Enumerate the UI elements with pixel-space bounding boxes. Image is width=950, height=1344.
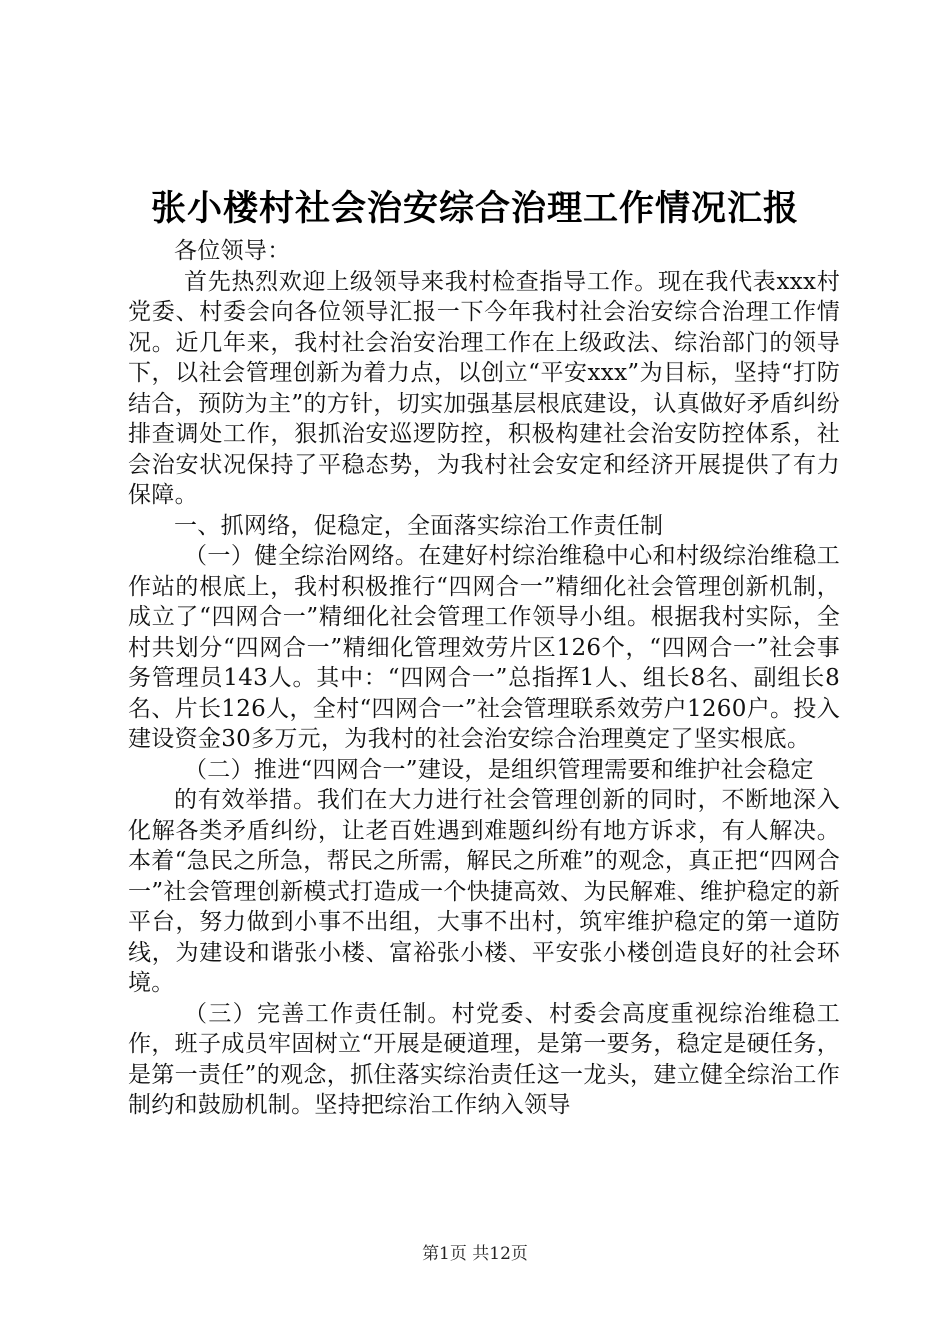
intro-paragraph: 首先热烈欢迎上级领导来我村检查指导工作。现在我代表xxx村党委、村委会向各位领导汇报一下今年我村社会治安综合治理工作情况。近几年来，我村社会治安治理工作在上级政法、综治部门的领导下，以社会管理创新为着力点，以创立“平安xxx”为目标，坚持“打防结合，预防为主”的方针，切实加强基层根底建设，认真做好矛盾纠纷排查调处工作，狠抓治安巡逻防控，积极构建社会治安防控体系，社会治安状况保持了平稳态势，为我村社会安定和经济开展提供了有力保障。 <box>128 268 840 508</box>
salutation-paragraph: 各位领导： <box>174 238 291 264</box>
subsection-paragraph-1: （一）健全综治网络。在建好村综治维稳中心和村级综治维稳工作站的根底上，我村积极推行“四网合一”精细化社会管理创新机制，成立了“四网合一”精细化社会管理工作领导小组。根据我村实际，全村共划分“四网合一”精细化管理效劳片区126个，“四网合一”社会事务管理员143人。其中：“四网合一”总指挥1人、组长8名、副组长8名、片长126人，全村“四网合一”社会管理联系效劳户1260户。投入建设资金30多万元，为我村的社会治安综合治理奠定了坚实根底。 <box>128 543 840 752</box>
subsection-paragraph-2: （二）推进“四网合一”建设，是组织管理需要和维护社会稳定 <box>184 756 814 783</box>
continuation-paragraph: 的有效举措。我们在大力进行社会管理创新的同时，不断地深入化解各类矛盾纠纷，让老百姓遇到难题纠纷有地方诉求，有人解决。本着“急民之所急，帮民之所需，解民之所难”的观念，真正把“四网合一”社会管理创新模式打造成一个快捷高效、为民解难、维护稳定的新平台，努力做到小事不出组，大事不出村，筑牢维护稳定的第一道防线，为建设和谐张小楼、富裕张小楼、平安张小楼创造良好的社会环境。 <box>128 787 840 996</box>
page-number-footer: 第1页 共12页 <box>422 1244 528 1264</box>
section-heading-1: 一、抓网络，促稳定，全面落实综治工作责任制 <box>174 512 664 539</box>
document-body <box>128 236 840 1121</box>
document-title: 张小楼村社会治安综合治理工作情况汇报 <box>150 188 799 229</box>
subsection-paragraph-3: （三）完善工作责任制。村党委、村委会高度重视综治维稳工作，班子成员牢固树立“开展是硬道理，是第一要务，稳定是硬任务，是第一责任”的观念，抓住落实综治责任这一龙头，建立健全综治工作制约和鼓励机制。坚持把综治工作纳入领导 <box>128 1000 840 1118</box>
